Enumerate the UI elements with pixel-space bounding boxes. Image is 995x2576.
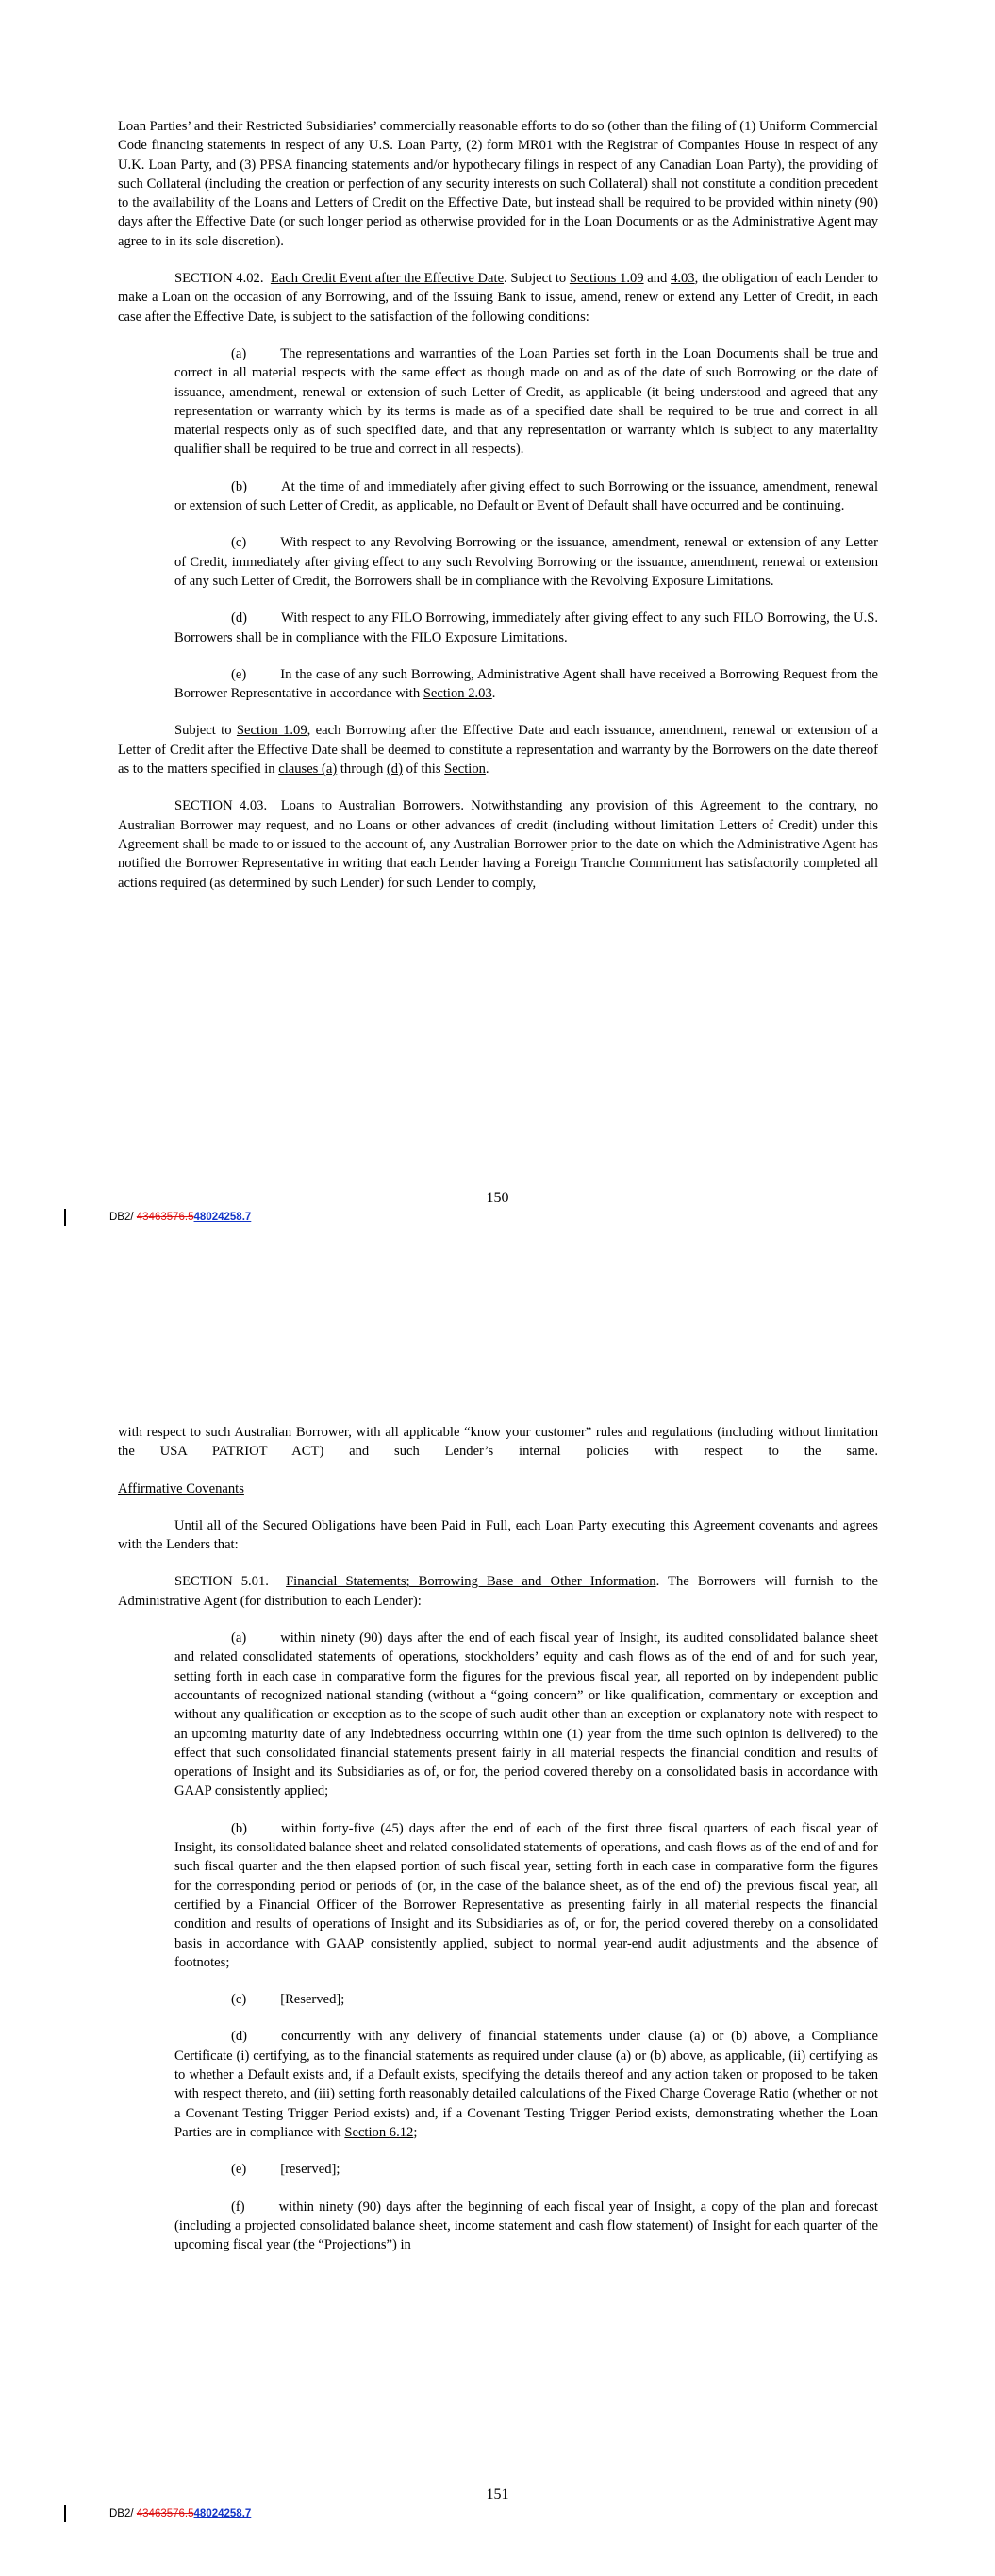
text-run: . Subject to [504,271,570,287]
clause-b [174,1819,878,1972]
section-number: SECTION 4.03. [174,798,268,814]
paragraph-until: Until all of the Secured Obligations have been Paid in Full, each Loan Party executing this Agreement covenants and agrees with the Lenders that: [118,1517,878,1553]
text-run: ; [413,2124,418,2140]
clause-c [174,533,878,591]
clause-label: (c) [231,1992,247,2008]
clause-text: [reserved]; [280,2162,340,2178]
clause-label: (b) [231,478,248,494]
text-run: ”) in [386,2237,411,2253]
paragraph-subject-to [118,721,878,778]
doc-id-inserted: 48024258.7 [193,1212,252,1223]
clause-text: In the case of any such Borrowing, Administrative Agent shall have received a Borrowing Request from the Borrower Representative in accordance with [174,666,878,702]
clause-c [174,1990,878,2009]
doc-id-deleted: 43463576.5 [136,1212,194,1223]
clause-label: (a) [231,345,247,361]
cross-reference: Section 1.09 [236,723,307,739]
clause-label: (d) [231,2029,248,2045]
clause-d [174,609,878,647]
clause-text: With respect to any Revolving Borrowing or the issuance, amendment, renewal or extension of any Letter of Credit, immediately after giving effect to any such Revolving Borrowing or the issuance, amendment, renewal or extension of any such Letter of Credit, the Borrowers shall be in compliance with the Revolving Exposure Limitations. [174,535,878,589]
text-run: , each Borrowing after the Effective Date and each issuance, amendment, renewal or extension of a Letter of Credit after the Effective Date shall be deemed to constitute a representation and warranty by the Borrowers on the date thereof as to the matters specified in [118,723,878,778]
cross-reference: (d) [386,761,403,778]
cross-reference: Sections 1.09 [569,271,644,287]
section-number: SECTION 4.02. [174,271,264,287]
text-run: . [485,761,489,778]
section-title: Loans to Australian Borrowers [280,798,461,814]
text-run: . [491,686,496,702]
text-run: Subject to [174,723,237,739]
clause-d [174,2027,878,2142]
section-number: SECTION 5.01. [174,1574,269,1590]
doc-id-inserted: 48024258.7 [193,2508,252,2519]
clause-text: At the time of and immediately after giving effect to such Borrowing or the issuance, amendment, renewal or extension of such Letter of Credit, as applicable, no Default or Event of Default shall have occurred and be continuing. [174,478,878,514]
clause-text: within forty-five (45) days after the end of each of the first three fiscal quarters of each fiscal year of Insight, its consolidated balance sheet and related consolidated statements of operations, and cash flows as of the end of and for such fiscal quarter and the then elapsed portion of such fiscal year, setting forth in each case in comparative form the figures for the corresponding period or periods of (or, in the case of the balance sheet, as of the end of) the previous fiscal year, all certified by a Financial Officer of the Borrower Representative as presenting fairly in all material respects the financial condition and results of operations of Insight and its Subsidiaries as of, or for, the period covered thereby on a consolidated basis in accordance with GAAP consistently applied, subject to normal year-end audit adjustments and the absence of footnotes; [174,1820,878,1970]
clause-text: within ninety (90) days after the end of each fiscal year of Insight, its audited consolidated balance sheet and related consolidated statements of operations, stockholders’ equity and cash flows as of the end of and for such year, setting forth in each case in comparative form the figures for the previous fiscal year, all reported on by independent public accountants of recognized national standing (without a “going concern” or like qualification, commentary or exception and without any qualification or exception as to the scope of such audit other than an exception or explanatory note with respect to an upcoming maturity date of any Indebtedness occurring within one (1) year from the time such opinion is delivered) to the effect that such consolidated financial statements present fairly in all material respects the financial condition and results of operations of Insight and its Subsidiaries as of, or for, the period covered thereby on a consolidated basis in accordance with GAAP consistently applied; [174,1631,878,1799]
clause-label: (e) [231,666,247,682]
document-footer [64,2507,251,2520]
clause-b [174,477,878,516]
clause-label: (e) [231,2162,247,2178]
clause-label: (f) [231,2199,245,2215]
page-number: 150 [486,1190,509,1206]
page-150-body [118,117,878,911]
cross-reference: 4.03 [671,271,695,287]
section-4-03 [118,796,878,892]
document-id [109,1212,251,1223]
cross-reference: Section 6.12 [344,2124,414,2140]
change-bar [64,1209,66,1226]
article-heading [118,1480,878,1498]
page-151 [0,1293,995,2576]
clause-f [174,2198,878,2255]
document-id [109,2508,251,2519]
clause-text: within ninety (90) days after the beginning of each fiscal year of Insight, a copy of the plan and forecast (including a projected consolidated balance sheet, income statement and cash flow statement) of Insight for each quarter of the upcoming fiscal year (the “ [174,2199,878,2253]
text-run: through [337,761,387,778]
clause-e [174,2160,878,2179]
clause-label: (b) [231,1820,248,1836]
document-footer [64,1211,251,1224]
defined-term: Projections [323,2237,387,2253]
paragraph-continuation: with respect to such Australian Borrower, with all applicable “know your customer” rules and regulations (including without limitation the USA PATRIOT ACT) and such Lender’s internal policies with respect to the same. [118,1425,878,1460]
text-run: . Notwithstanding any provision of this Agreement to the contrary, no Australian Borrower may request, and no Loans or other advances of credit (including without limitation Letters of Credit) under this Agreement shall be made to or issued to the account of, any Australian Borrower prior to the date on which the Administrative Agent has notified the Borrower Representative in writing that each Lender having a Foreign Tranche Commitment has satisfactorily completed all actions required (as determined by such Lender) for such Lender to comply, [118,798,878,891]
text-run: and [643,271,672,287]
text-run: . The Borrowers will furnish to the Administrative Agent (for distribution to each Lender): [118,1574,878,1609]
clause-label: (c) [231,535,247,551]
page-number: 151 [486,2486,509,2502]
clause-text: concurrently with any delivery of financial statements under clause (a) or (b) above, a Compliance Certificate (i) certifying, as to the financial statements as required under clause (a) or (b) above, as applicable, (ii) certifying as to whether a Default exists and, if a Default exists, specifying the details thereof and any action taken or proposed to be taken with respect thereto, and (iii) setting forth reasonably detailed calculations of the Fixed Charge Coverage Ratio (whether or not a Covenant Testing Trigger Period exists) and, if a Covenant Testing Trigger Period exists, demonstrating whether the Loan Parties are in compliance with [174,2029,878,2140]
text-run: , the obligation of each Lender to make a Loan on the occasion of any Borrowing, and of the Issuing Bank to issue, amend, renew or extend any Letter of Credit, in each case after the Effective Date, is subject to the satisfaction of the following conditions: [118,271,878,325]
text-run: of this [402,761,445,778]
doc-prefix: DB2/ [109,1212,137,1223]
clause-e [174,665,878,704]
section-4-02 [118,269,878,326]
clause-a [174,1629,878,1801]
cross-reference: clauses (a) [278,761,338,778]
section-title: Financial Statements; Borrowing Base and Other Information [286,1574,656,1590]
page-151-body [118,1423,878,2272]
section-title: Each Credit Event after the Effective Date [270,271,505,287]
change-bar [64,2505,66,2522]
heading-text: Affirmative Covenants [118,1480,244,1497]
doc-id-deleted: 43463576.5 [136,2508,194,2519]
clause-label: (d) [231,611,248,627]
doc-prefix: DB2/ [109,2508,137,2519]
cross-reference: Section 2.03 [423,686,492,702]
clause-text: With respect to any FILO Borrowing, immediately after giving effect to any such FILO Borrowing, the U.S. Borrowers shall be in compliance with the FILO Exposure Limitations. [174,611,878,645]
clause-text: The representations and warranties of the Loan Parties set forth in the Loan Documents shall be true and correct in all material respects with the same effect as though made on and as of the date of such Borrowing or the date of issuance, amendment, renewal or extension of such Letter of Credit, as applicable (it being understood and agreed that any representation or warranty which by its terms is made as of a specified date shall be required to be true and correct in all material respects only as of such specified date, and that any representation or warranty which is subject to any materiality qualifier shall be required to be true and correct in all respects). [174,345,878,458]
clause-text: [Reserved]; [280,1992,345,2008]
clause-a [174,344,878,460]
section-5-01 [118,1572,878,1611]
clause-label: (a) [231,1631,247,1647]
cross-reference: Section [444,761,486,778]
paragraph-collateral: Loan Parties’ and their Restricted Subsidiaries’ commercially reasonable efforts to do so (other than the filing of (1) Uniform Commercial Code financing statements in respect of any U.S. Loan Party, (2) form MR01 with the Registrar of Companies House in respect of any U.K. Loan Party, and (3) PPSA financing statements and/or hypothecary filings in respect of any Canadian Loan Party), the providing of such Collateral (including the creation or perfection of any security interests on such Collateral) shall not constitute a condition precedent to the availability of the Loans and Letters of Credit on the Effective Date, but instead shall be required to be provided within ninety (90) days after the Effective Date (or such longer period as otherwise provided for in the Loan Documents or as the Administrative Agent may agree to in its sole discretion). [118,119,878,249]
